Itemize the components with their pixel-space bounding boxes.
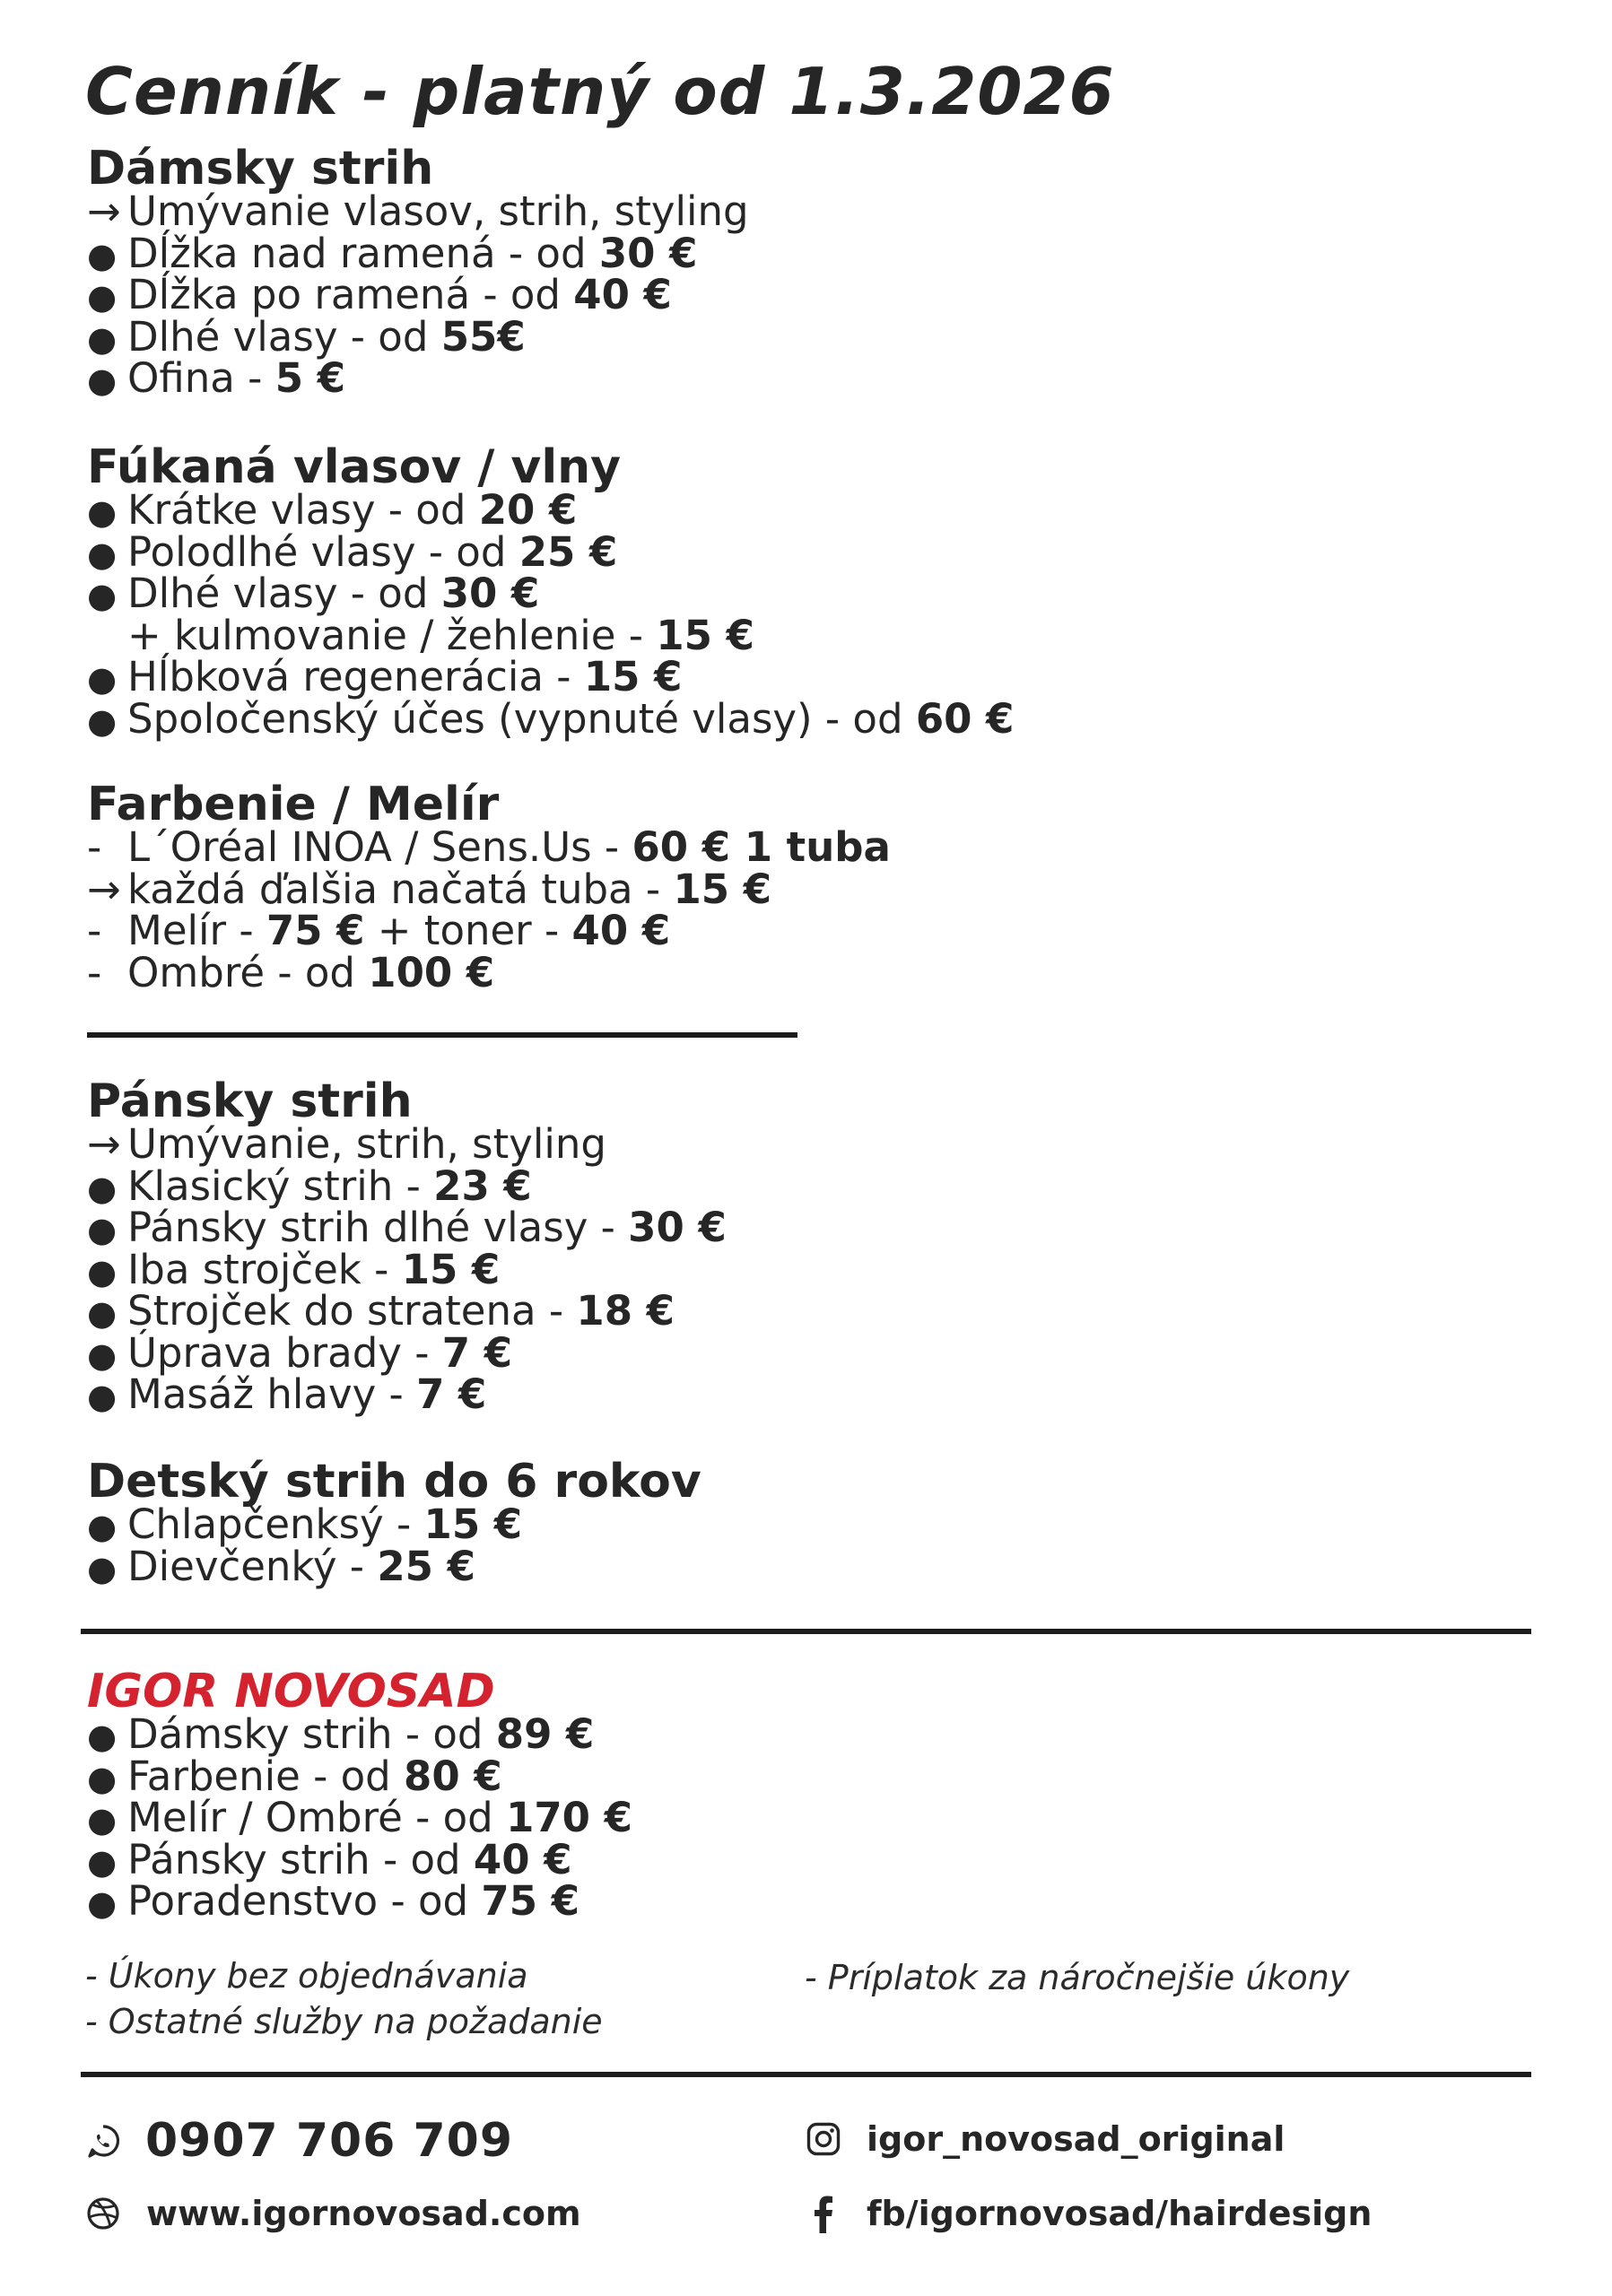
item-price: 30 € — [440, 570, 540, 617]
price-item — [87, 527, 1014, 576]
price-item — [87, 486, 1014, 534]
item-price: 7 € — [441, 1328, 513, 1377]
price-item — [87, 1204, 727, 1251]
phone-number: 0907 706 709 — [145, 2114, 514, 2168]
item-price: 15 € — [656, 611, 754, 659]
item-label: Ombré - od — [127, 948, 369, 996]
price-item — [87, 1794, 632, 1841]
item-price: 60 € 1 tuba — [632, 823, 891, 871]
bullet-icon: ● — [87, 361, 118, 400]
item-label: každá ďalšia načatá tuba - — [127, 865, 674, 913]
price-list — [87, 1710, 632, 1925]
section-heading: Detský strih do 6 rokov — [87, 1455, 701, 1509]
price-list — [87, 823, 891, 996]
bullet-icon: ● — [87, 235, 118, 275]
price-item — [87, 823, 891, 871]
section-pansky-strih — [87, 1074, 727, 1418]
item-price: 60 € — [915, 694, 1015, 743]
bullet-icon: ● — [87, 1377, 118, 1416]
item-price: 25 € — [377, 1542, 475, 1590]
price-item — [87, 271, 749, 318]
item-price-extra: 40 € — [571, 907, 671, 954]
item-price: 15 € — [423, 1500, 523, 1548]
price-item — [87, 1161, 727, 1210]
price-item — [87, 1542, 701, 1590]
bullet-icon: ● — [87, 1507, 118, 1546]
section-heading: Farbenie / Melír — [87, 778, 500, 831]
item-label: Poradenstvo - od — [127, 1877, 482, 1925]
section-intro — [87, 1120, 727, 1168]
price-list — [87, 1500, 701, 1590]
bullet-icon: ● — [87, 277, 118, 317]
bullet-icon: ● — [87, 700, 118, 741]
price-item — [87, 1500, 701, 1548]
item-price: 75 € — [266, 907, 365, 954]
item-price: 15 € — [673, 865, 772, 913]
bullet-icon: ● — [87, 576, 118, 615]
item-price: 5 € — [274, 354, 346, 402]
item-price: 18 € — [576, 1287, 675, 1335]
item-label: L´Oréal INOA / Sens.Us - — [127, 823, 632, 871]
divider — [87, 1032, 797, 1038]
item-label: Ofina - — [127, 354, 275, 402]
contact-phone[interactable] — [85, 2109, 513, 2172]
bullet-icon: ● — [87, 492, 118, 532]
page-title: Cenník - platný od 1.3.2026 — [85, 54, 1115, 129]
price-item — [87, 653, 1014, 700]
section-heading-brand: IGOR NOVOSAD — [87, 1665, 495, 1718]
item-price: 15 € — [583, 653, 683, 700]
item-price: 25 € — [518, 527, 618, 576]
price-item — [87, 948, 891, 996]
intro-text: Umývanie, strih, styling — [127, 1120, 606, 1168]
item-label: Spoločenský účes (vypnuté vlasy) - od — [127, 694, 916, 743]
item-price: 30 € — [628, 1204, 727, 1251]
dribbble-icon — [85, 2196, 121, 2231]
item-price: 55€ — [440, 312, 526, 361]
price-list — [87, 1161, 727, 1418]
contact-website[interactable] — [85, 2191, 581, 2236]
bullet-icon: ● — [87, 534, 118, 574]
price-item — [87, 1752, 632, 1800]
dash-bullet: - — [87, 907, 102, 954]
section-heading: Dámsky strih — [87, 142, 434, 196]
contact-facebook[interactable] — [806, 2191, 1372, 2236]
item-price: 100 € — [368, 948, 495, 996]
item-price: 15 € — [401, 1245, 501, 1293]
price-item — [87, 1835, 632, 1883]
bullet-icon: ● — [87, 1548, 118, 1588]
item-label-extra: + toner - — [364, 907, 572, 954]
item-label: Melír / Ombré - od — [127, 1794, 507, 1841]
item-label: + kulmovanie / žehlenie - — [127, 611, 657, 659]
item-label: Polodlhé vlasy - od — [127, 527, 519, 576]
divider — [81, 2072, 1531, 2077]
item-label: Chlapčenksý - — [127, 1500, 424, 1548]
bullet-icon: ● — [87, 1210, 118, 1249]
section-heading: Pánsky strih — [87, 1074, 413, 1128]
item-price: 40 € — [573, 271, 672, 318]
arrow-icon: → — [87, 187, 121, 235]
bullet-icon: ● — [87, 1251, 118, 1292]
price-item — [87, 907, 891, 954]
item-label: Dĺžka nad ramená - od — [127, 229, 599, 277]
whatsapp-icon — [85, 2123, 121, 2159]
bullet-icon: ● — [87, 1168, 118, 1208]
item-price: 170 € — [506, 1794, 632, 1841]
price-list — [87, 229, 749, 402]
item-label: Dievčenký - — [127, 1542, 378, 1590]
arrow-icon: → — [87, 865, 121, 913]
item-label: Klasický strih - — [127, 1161, 434, 1210]
bullet-icon: ● — [87, 1293, 118, 1333]
item-label: Melír - — [127, 907, 266, 954]
dash-bullet: - — [87, 823, 102, 871]
section-farbenie — [87, 778, 891, 996]
price-item — [87, 865, 891, 913]
intro-text: Umývanie vlasov, strih, styling — [127, 187, 749, 235]
bullet-icon: ● — [87, 1883, 118, 1923]
dash-bullet: - — [87, 948, 102, 996]
price-item — [87, 1370, 727, 1418]
section-igor-novosad — [87, 1665, 632, 1925]
item-price: 75 € — [481, 1877, 580, 1925]
item-label: Farbenie - od — [127, 1752, 405, 1800]
note-no-booking: - Úkony bez objednávania — [85, 1956, 528, 1996]
arrow-icon: → — [87, 1120, 121, 1168]
note-surcharge: - Príplatok za náročnejšie úkony — [805, 1958, 1350, 1997]
price-item — [87, 694, 1015, 743]
price-item — [87, 229, 749, 277]
section-heading: Fúkaná vlasov / vlny — [87, 440, 622, 494]
price-item — [87, 611, 1014, 659]
item-price: 80 € — [404, 1752, 502, 1800]
section-intro — [87, 187, 749, 235]
price-item — [87, 1245, 727, 1293]
instagram-icon — [806, 2121, 841, 2157]
price-list — [87, 486, 1015, 743]
price-item — [87, 570, 1014, 617]
bullet-icon: ● — [87, 1717, 118, 1756]
instagram-handle: igor_novosad_original — [867, 2119, 1285, 2159]
bullet-icon: ● — [87, 1800, 118, 1839]
section-damsky-strih — [87, 142, 749, 402]
bullet-icon: ● — [87, 1758, 118, 1798]
contact-instagram[interactable] — [806, 2117, 1285, 2161]
item-label: Pánsky strih dlhé vlasy - — [127, 1204, 629, 1251]
price-item — [87, 1710, 632, 1758]
item-label: Krátke vlasy - od — [127, 486, 479, 534]
item-label: Dlhé vlasy - od — [127, 570, 441, 617]
bullet-icon: ● — [87, 659, 118, 699]
price-item — [87, 1287, 727, 1335]
item-price: 20 € — [478, 486, 578, 534]
bullet-icon: ● — [87, 1841, 118, 1882]
website-url: www.igornovosad.com — [146, 2194, 581, 2233]
item-label: Pánsky strih - od — [127, 1835, 474, 1883]
item-price: 40 € — [473, 1835, 572, 1883]
item-price: 30 € — [598, 229, 698, 277]
item-label: Dámsky strih - od — [127, 1710, 496, 1758]
item-price: 89 € — [495, 1710, 595, 1758]
item-price: 23 € — [433, 1161, 532, 1210]
facebook-icon — [806, 2194, 841, 2233]
section-detsky-strih — [87, 1455, 701, 1590]
note-other-services: - Ostatné služby na požadanie — [85, 2002, 603, 2041]
item-price: 7 € — [416, 1370, 487, 1418]
facebook-url: fb/igornovosad/hairdesign — [867, 2194, 1372, 2233]
price-item — [87, 312, 749, 361]
item-label: Úprava brady - — [127, 1328, 442, 1377]
price-item — [87, 1877, 632, 1925]
bullet-icon: ● — [87, 1335, 118, 1375]
divider — [81, 1629, 1531, 1634]
price-item — [87, 1328, 727, 1377]
item-label: Strojček do stratena - — [127, 1287, 577, 1335]
price-item — [87, 354, 749, 402]
item-label: Dĺžka po ramená - od — [127, 271, 574, 318]
item-label: Dlhé vlasy - od — [127, 312, 441, 361]
section-fukana — [87, 440, 1015, 743]
item-label: Masáž hlavy - — [127, 1370, 417, 1418]
bullet-icon: ● — [87, 318, 118, 359]
item-label: Iba strojček - — [127, 1245, 402, 1293]
item-label: Hĺbková regenerácia - — [127, 653, 584, 700]
